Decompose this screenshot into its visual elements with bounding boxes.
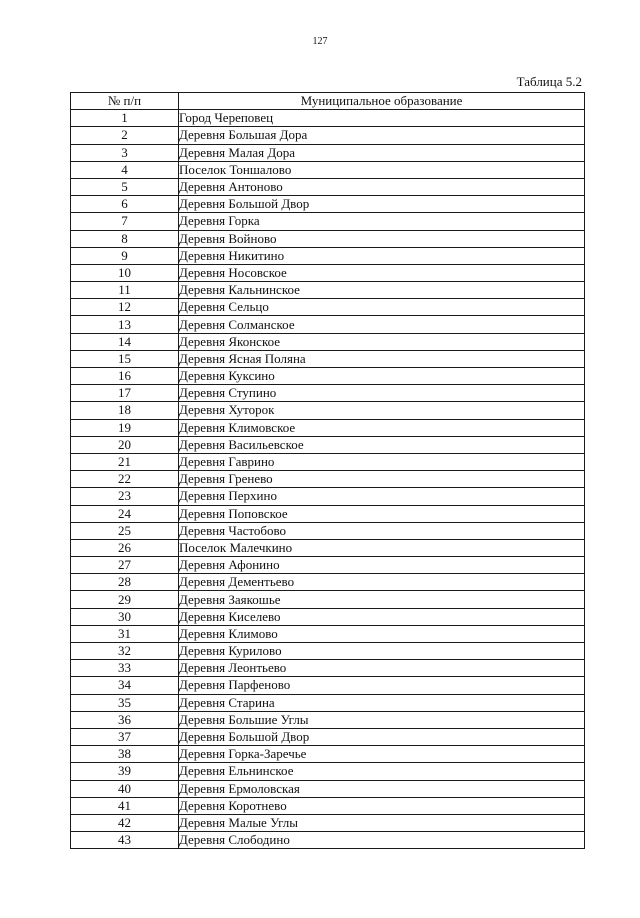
table-row — [71, 333, 585, 350]
municipality-name: Деревня Малые Углы — [179, 814, 585, 831]
header-row — [71, 93, 585, 110]
table-row — [71, 557, 585, 574]
row-number: 29 — [71, 591, 179, 608]
municipality-name: Деревня Большой Двор — [179, 196, 585, 213]
row-number: 3 — [71, 144, 179, 161]
row-number: 28 — [71, 574, 179, 591]
municipality-name: Деревня Гренево — [179, 471, 585, 488]
table-row — [71, 161, 585, 178]
table-row — [71, 574, 585, 591]
row-number: 7 — [71, 213, 179, 230]
municipality-name: Деревня Большой Двор — [179, 728, 585, 745]
table-row — [71, 471, 585, 488]
municipality-name: Деревня Климовское — [179, 419, 585, 436]
table-body — [71, 110, 585, 849]
row-number: 8 — [71, 230, 179, 247]
row-number: 25 — [71, 522, 179, 539]
row-number: 21 — [71, 453, 179, 470]
municipality-name: Деревня Перхино — [179, 488, 585, 505]
row-number: 40 — [71, 780, 179, 797]
municipality-name: Деревня Носовское — [179, 264, 585, 281]
row-number: 4 — [71, 161, 179, 178]
table-row — [71, 282, 585, 299]
row-number: 31 — [71, 625, 179, 642]
row-number: 30 — [71, 608, 179, 625]
header-number: № п/п — [71, 93, 179, 110]
municipality-name: Деревня Куксино — [179, 368, 585, 385]
municipality-name: Деревня Курилово — [179, 643, 585, 660]
row-number: 34 — [71, 677, 179, 694]
row-number: 16 — [71, 368, 179, 385]
table-row — [71, 127, 585, 144]
municipality-name: Деревня Горка-Заречье — [179, 746, 585, 763]
municipality-name: Деревня Климово — [179, 625, 585, 642]
table-row — [71, 110, 585, 127]
row-number: 9 — [71, 247, 179, 264]
table-row — [71, 213, 585, 230]
municipality-name: Деревня Киселево — [179, 608, 585, 625]
table-header — [71, 93, 585, 110]
table-row — [71, 316, 585, 333]
table-row — [71, 522, 585, 539]
row-number: 36 — [71, 711, 179, 728]
municipality-name: Деревня Яконское — [179, 333, 585, 350]
table-row — [71, 711, 585, 728]
municipality-name: Деревня Солманское — [179, 316, 585, 333]
table-row — [71, 247, 585, 264]
table-row — [71, 488, 585, 505]
municipality-name: Деревня Большие Углы — [179, 711, 585, 728]
row-number: 19 — [71, 419, 179, 436]
row-number: 43 — [71, 832, 179, 849]
municipality-name: Деревня Сельцо — [179, 299, 585, 316]
municipality-name: Деревня Старина — [179, 694, 585, 711]
table-row — [71, 299, 585, 316]
table-row — [71, 539, 585, 556]
municipality-name: Поселок Тоншалово — [179, 161, 585, 178]
table-row — [71, 196, 585, 213]
municipality-name: Город Череповец — [179, 110, 585, 127]
row-number: 42 — [71, 814, 179, 831]
municipality-name: Деревня Парфеново — [179, 677, 585, 694]
municipality-name: Деревня Горка — [179, 213, 585, 230]
table-row — [71, 643, 585, 660]
table-row — [71, 780, 585, 797]
table-caption: Таблица 5.2 — [516, 74, 582, 89]
municipality-name: Деревня Хуторок — [179, 402, 585, 419]
row-number: 24 — [71, 505, 179, 522]
municipality-name: Деревня Никитино — [179, 247, 585, 264]
municipality-name: Деревня Слободино — [179, 832, 585, 849]
table-row — [71, 419, 585, 436]
row-number: 11 — [71, 282, 179, 299]
table-row — [71, 832, 585, 849]
row-number: 13 — [71, 316, 179, 333]
table-row — [71, 746, 585, 763]
row-number: 14 — [71, 333, 179, 350]
table-row — [71, 797, 585, 814]
row-number: 12 — [71, 299, 179, 316]
row-number: 10 — [71, 264, 179, 281]
municipality-name: Деревня Ельнинское — [179, 763, 585, 780]
row-number: 18 — [71, 402, 179, 419]
table-row — [71, 436, 585, 453]
municipality-name: Деревня Ясная Поляна — [179, 350, 585, 367]
page-number: 127 — [312, 36, 328, 47]
municipality-name: Деревня Гаврино — [179, 453, 585, 470]
row-number: 35 — [71, 694, 179, 711]
table-row — [71, 144, 585, 161]
table-row — [71, 385, 585, 402]
header-municipality: Муниципальное образование — [179, 93, 585, 110]
row-number: 23 — [71, 488, 179, 505]
municipality-name: Деревня Войново — [179, 230, 585, 247]
municipality-name: Деревня Леонтьево — [179, 660, 585, 677]
municipality-name: Деревня Поповское — [179, 505, 585, 522]
municipality-name: Деревня Малая Дора — [179, 144, 585, 161]
table-row — [71, 591, 585, 608]
table-row — [71, 814, 585, 831]
municipality-name: Деревня Дементьево — [179, 574, 585, 591]
table-row — [71, 350, 585, 367]
table-row — [71, 660, 585, 677]
municipality-name: Деревня Антоново — [179, 178, 585, 195]
municipality-name: Деревня Васильевское — [179, 436, 585, 453]
table-row — [71, 178, 585, 195]
row-number: 15 — [71, 350, 179, 367]
row-number: 17 — [71, 385, 179, 402]
table-row — [71, 264, 585, 281]
row-number: 20 — [71, 436, 179, 453]
municipality-name: Деревня Заякошье — [179, 591, 585, 608]
municipality-name: Деревня Коротнево — [179, 797, 585, 814]
row-number: 33 — [71, 660, 179, 677]
table-row — [71, 728, 585, 745]
municipality-name: Деревня Большая Дора — [179, 127, 585, 144]
table-row — [71, 505, 585, 522]
row-number: 2 — [71, 127, 179, 144]
row-number: 27 — [71, 557, 179, 574]
table-row — [71, 608, 585, 625]
municipality-name: Деревня Кальнинское — [179, 282, 585, 299]
table-row — [71, 677, 585, 694]
municipality-name: Деревня Ермоловская — [179, 780, 585, 797]
table-row — [71, 763, 585, 780]
municipality-name: Деревня Частобово — [179, 522, 585, 539]
table-row — [71, 694, 585, 711]
row-number: 38 — [71, 746, 179, 763]
row-number: 6 — [71, 196, 179, 213]
table-row — [71, 625, 585, 642]
row-number: 41 — [71, 797, 179, 814]
row-number: 1 — [71, 110, 179, 127]
table-row — [71, 402, 585, 419]
settlements-table — [70, 92, 585, 849]
row-number: 5 — [71, 178, 179, 195]
row-number: 22 — [71, 471, 179, 488]
row-number: 26 — [71, 539, 179, 556]
row-number: 39 — [71, 763, 179, 780]
municipality-name: Деревня Ступино — [179, 385, 585, 402]
municipality-name: Деревня Афонино — [179, 557, 585, 574]
row-number: 32 — [71, 643, 179, 660]
table-row — [71, 230, 585, 247]
municipality-name: Поселок Малечкино — [179, 539, 585, 556]
row-number: 37 — [71, 728, 179, 745]
table-row — [71, 453, 585, 470]
table-row — [71, 368, 585, 385]
